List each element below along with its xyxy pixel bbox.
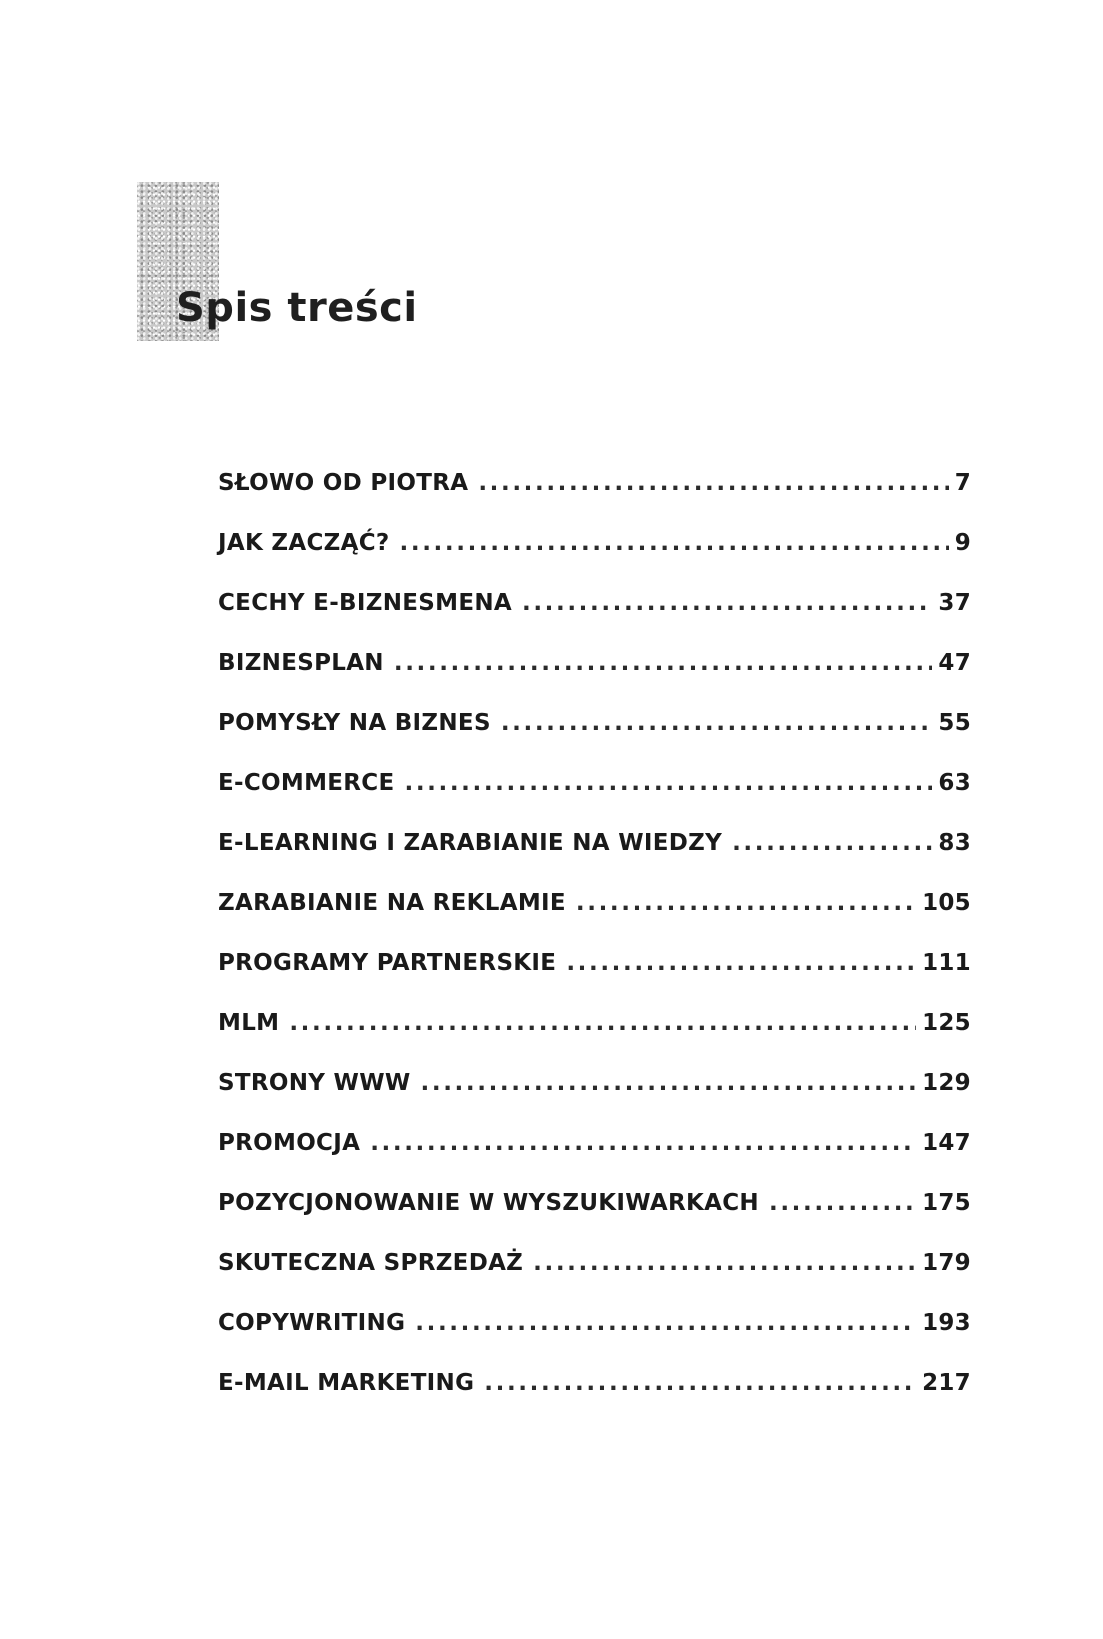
- toc-entry-page: 217: [922, 1370, 971, 1396]
- toc-leader-dots: [522, 590, 932, 616]
- toc-entry-label: SKUTECZNA SPRZEDAŻ: [218, 1250, 524, 1276]
- toc-entry: [218, 530, 971, 590]
- toc-leader-dots: [769, 1190, 916, 1216]
- toc-entry-label: JAK ZACZĄĆ?: [218, 530, 390, 556]
- toc-entry-page: 83: [938, 830, 971, 856]
- toc-leader-dots: [533, 1250, 916, 1276]
- toc-leader-dots: [415, 1310, 916, 1336]
- toc-entry: [218, 1010, 971, 1070]
- toc-entry: [218, 1130, 971, 1190]
- toc-leader-dots: [289, 1010, 916, 1036]
- toc-entry: [218, 1310, 971, 1370]
- toc-entry-page: 37: [938, 590, 971, 616]
- toc-entry-page: 9: [954, 530, 971, 556]
- toc-entry: [218, 470, 971, 530]
- toc-entry-label: E-COMMERCE: [218, 770, 395, 796]
- toc-entry-label: POMYSŁY NA BIZNES: [218, 710, 491, 736]
- toc-entry-page: 193: [922, 1310, 971, 1336]
- toc-entry-page: 125: [922, 1010, 971, 1036]
- toc-entry-label: SŁOWO OD PIOTRA: [218, 470, 469, 496]
- toc-entry: [218, 830, 971, 890]
- toc-entry-page: 63: [938, 770, 971, 796]
- toc-leader-dots: [576, 890, 916, 916]
- toc-entry-label: E-MAIL MARKETING: [218, 1370, 475, 1396]
- toc-leader-dots: [478, 470, 948, 496]
- toc-entry-page: 129: [922, 1070, 971, 1096]
- toc-entry: [218, 770, 971, 830]
- toc-entry-label: COPYWRITING: [218, 1310, 406, 1336]
- toc-entry: [218, 890, 971, 950]
- toc-entry-label: ZARABIANIE NA REKLAMIE: [218, 890, 566, 916]
- toc-entry-label: STRONY WWW: [218, 1070, 411, 1096]
- toc-entry-page: 7: [954, 470, 971, 496]
- table-of-contents: [218, 470, 971, 1430]
- toc-entry: [218, 1190, 971, 1250]
- page-title: Spis treści: [176, 285, 418, 331]
- toc-entry: [218, 590, 971, 650]
- toc-leader-dots: [370, 1130, 916, 1156]
- toc-entry-label: POZYCJONOWANIE W WYSZUKIWARKACH: [218, 1190, 759, 1216]
- toc-entry-label: PROMOCJA: [218, 1130, 361, 1156]
- toc-entry-label: PROGRAMY PARTNERSKIE: [218, 950, 557, 976]
- toc-entry-page: 47: [938, 650, 971, 676]
- toc-entry-page: 105: [922, 890, 971, 916]
- toc-entry-label: CECHY E-BIZNESMENA: [218, 590, 512, 616]
- toc-entry-page: 179: [922, 1250, 971, 1276]
- toc-entry-page: 175: [922, 1190, 971, 1216]
- toc-entry-label: E-LEARNING I ZARABIANIE NA WIEDZY: [218, 830, 723, 856]
- toc-entry-label: MLM: [218, 1010, 280, 1036]
- toc-leader-dots: [484, 1370, 916, 1396]
- toc-leader-dots: [421, 1070, 917, 1096]
- toc-entry: [218, 1250, 971, 1310]
- toc-leader-dots: [732, 830, 932, 856]
- toc-entry-page: 111: [922, 950, 971, 976]
- toc-leader-dots: [394, 650, 933, 676]
- toc-entry: [218, 1070, 971, 1130]
- toc-entry: [218, 650, 971, 710]
- toc-entry: [218, 1370, 971, 1430]
- toc-entry-page: 147: [922, 1130, 971, 1156]
- toc-entry: [218, 950, 971, 1010]
- toc-leader-dots: [566, 950, 916, 976]
- toc-entry: [218, 710, 971, 770]
- toc-leader-dots: [400, 530, 949, 556]
- toc-leader-dots: [501, 710, 933, 736]
- toc-entry-label: BIZNESPLAN: [218, 650, 384, 676]
- toc-leader-dots: [404, 770, 932, 796]
- toc-entry-page: 55: [938, 710, 971, 736]
